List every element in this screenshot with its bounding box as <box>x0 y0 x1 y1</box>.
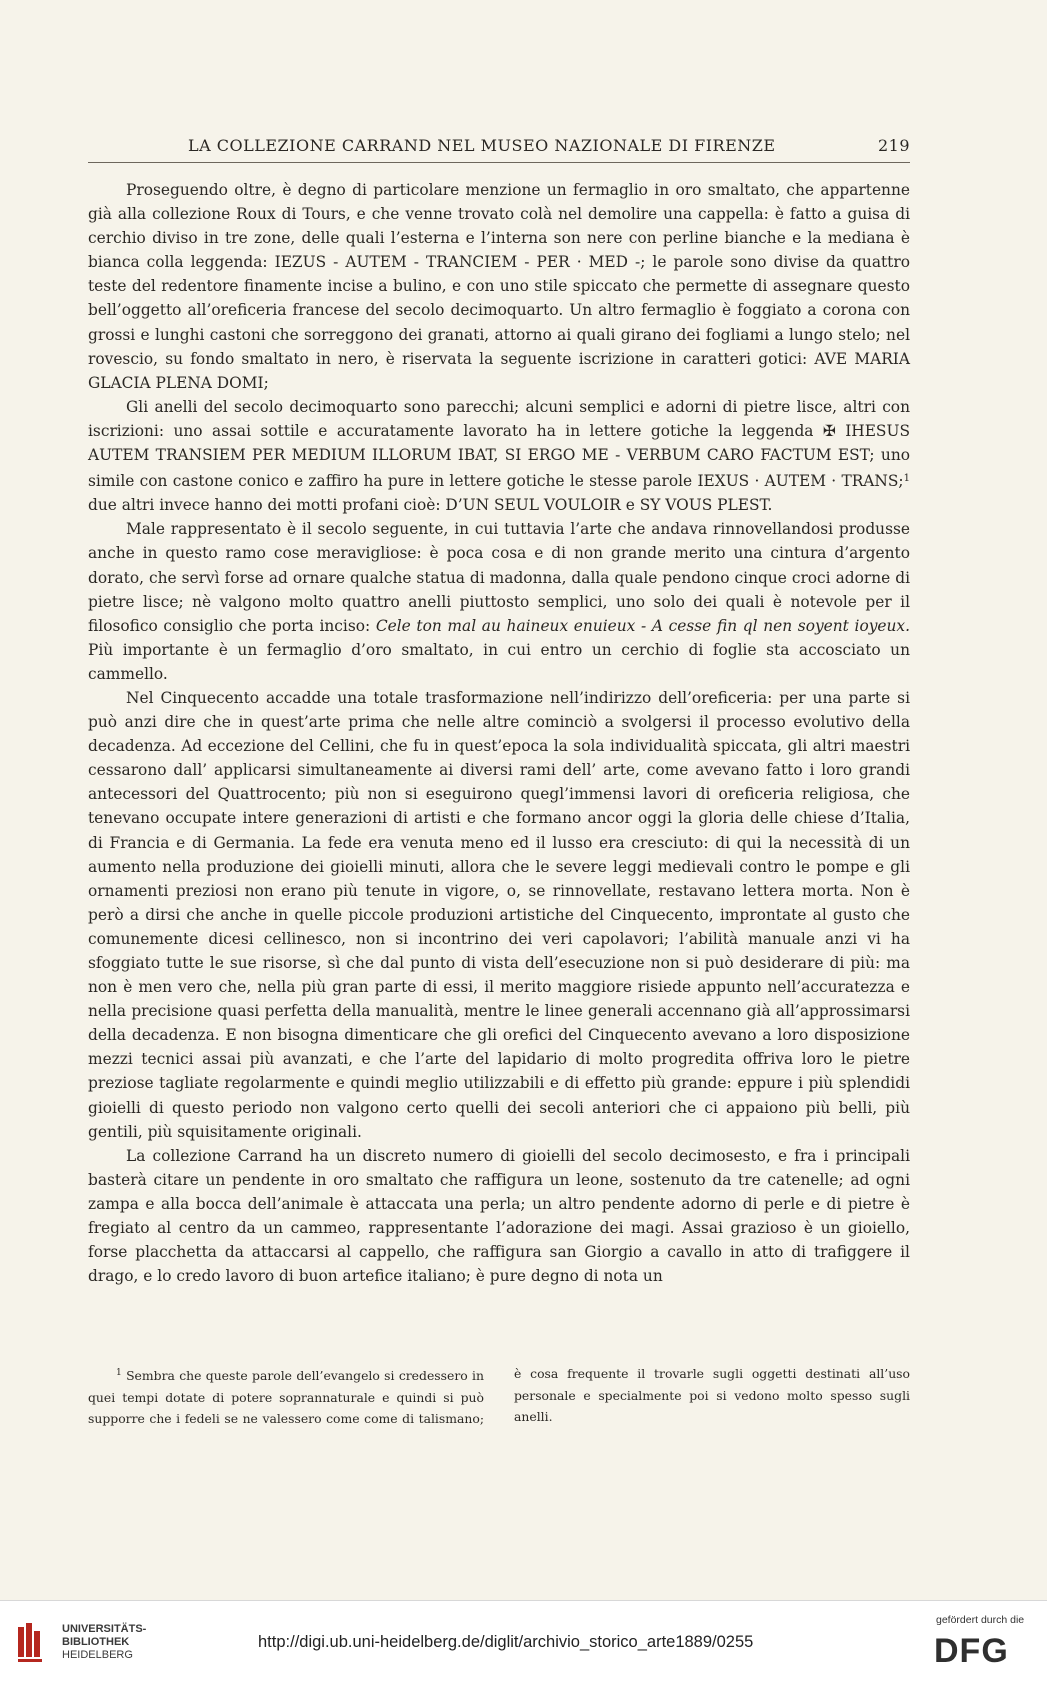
running-title: LA COLLEZIONE CARRAND NEL MUSEO NAZIONALE DI FIRENZE <box>188 136 776 155</box>
dfg-logo: DFG <box>934 1632 1009 1670</box>
paragraph-3: Male rappresentato è il secolo seguente, in cui tuttavia l’arte che andava rinnovellandosi produsse anche in questo ramo cose meravigliose: è poca cosa e di non grande merito una cintura d’argento dorato, che servì forse ad ornare qualche statua di madonna, dalla quale pendono cinque croci adorne di pietre lisce; nè valgono molto quattro anelli piuttosto semplici, uno solo dei quali è notevole per il filosofico consiglio che porta inciso: Cele ton mal au haineux enuieux - A cesse fin ql nen soyent ioyeux. Più importante è un fermaglio d’oro smaltato, in cui entro un cerchio di foglie sta accosciato un cammello. <box>88 520 910 683</box>
library-name: UNIVERSITÄTS- BIBLIOTHEK HEIDELBERG <box>62 1623 147 1661</box>
header-rule <box>88 162 910 163</box>
main-text <box>88 178 910 1288</box>
sponsor-label: gefördert durch die <box>936 1614 1025 1626</box>
page-number: 219 <box>877 136 910 155</box>
viewer-footer <box>0 1600 1047 1683</box>
university-logo-icon <box>16 1619 60 1663</box>
paragraph-2: Gli anelli del secolo decimoquarto sono parecchi; alcuni semplici e adorni di pietre lisce, altri con iscrizioni: uno assai sottile e accuratamente lavorato ha in lettere gotiche la leggenda ✠ IHESUS AUTEM TRANSIEM PER MEDIUM ILLORUM IBAT, SI ERGO ME - VERBUM CARO FACTUM EST; uno simile con castone conico e zaffiro ha pure in lettere gotiche le stesse parole IEXUS · AUTEM · TRANS;$^1$ due altri invece hanno dei motti profani cioè: D’UN SEUL VOULOIR e SY VOUS PLEST. <box>88 397 910 515</box>
paragraph-5: La collezione Carrand ha un discreto numero di gioielli del secolo decimosesto, e fra i principali basterà citare un pendente in oro smaltato che raffigura un leone, sostenuto da tre catenelle; ad ogni zampa e alla bocca dell’animale è attaccata una perla; un altro pendente adorno di perle e di pietre è fregiato al centro da un cammeo, rappresentante l’adorazione dei magi. Assai grazioso è un gioiello, forse placchetta da attaccarsi al cappello, che raffigura san Giorgio a cavallo in atto di trafiggere il drago, e lo credo lavoro di buon artefice italiano; è pure degno di nota un <box>88 1146 910 1286</box>
italic-motto: Cele ton mal au haineux enuieux - A cesse fin ql nen soyent ioyeux. <box>375 616 910 635</box>
footnote-marker: 1 <box>116 1368 122 1378</box>
paragraph-4: Nel Cinquecento accadde una totale trasformazione nell’indirizzo dell’oreficeria: per una parte si può anzi dire che in quest’arte prima che nelle altre cominciò a svolgersi il processo evolutivo della decadenza. Ad eccezione del Cellini, che fu in quest’epoca la sola individualità spiccata, gli altri maestri cessarono dall’ applicarsi simultaneamente ai diversi rami dell’ arte, come avevano fatto i loro grandi antecessori del Quattrocento; più non si eseguirono quegl’immensi lavori di oreficeria religiosa, che tenevano occupate intere generazioni di artisti e che formano ancor oggi la gloria delle chiese d’Italia, di Francia e di Germania. La fede era venuta meno ed il lusso era cresciuto: di qui la necessità di un aumento nella produzione dei gioielli minuti, allora che le severe leggi medievali contro le pompe e gli ornamenti preziosi non erano più tenute in vigore, o, se rinnovellate, restavano lettera morta. Non è però a dirsi che anche in quelle piccole produzioni artistiche del Cinquecento, improntate al gusto che comunemente dicesi cellinesco, non si incontrino dei veri capolavori; l’abilità manuale anzi vi ha sfoggiato tutte le sue risorse, sì che dal punto di vista dell’esecuzione non si può desiderare di più: ma non è men vero che, nella più gran parte di essi, il merito maggiore risiede appunto nell’accuratezza e nella precisione quasi perfetta della manualità, mentre le linee generali accennano già all’approssimarsi della decadenza. E non bisogna dimenticare che gli orefici del Cinquecento avevano a loro disposizione mezzi tecnici assai più avanzati, e che l’arte del lapidario di molto progredita offriva loro le pietre preziose tagliate regolarmente e quindi meglio utilizzabili e di effetto più grande: eppure i più splendidi gioielli di questo periodo non valgono certo quelli dei secoli anteriori che ci appaiono più belli, più gentili, più squisitamente originali. <box>88 688 910 1141</box>
running-header <box>88 136 910 160</box>
permalink[interactable]: http://digi.ub.uni-heidelberg.de/diglit/archivio_storico_arte1889/0255 <box>258 1633 754 1651</box>
footnotes <box>88 1363 910 1430</box>
paragraph-1: Proseguendo oltre, è degno di particolare menzione un fermaglio in oro smaltato, che appartenne già alla collezione Roux di Tours, e che venne trovato colà nel demolire una cappella: è fatto a guisa di cerchio diviso in tre zone, delle quali l’esterna e l’interna son nere con perline bianche e la mediana è bianca colla leggenda: IEZUS - AUTEM - TRANCIEM - PER · MED -; le parole sono divise da quattro teste del redentore finamente incise a bulino, e con uno stile spiccato che permette di assegnare questo bell’oggetto all’oreficeria francese del secolo decimoquarto. Un altro fermaglio è foggiato a corona con grossi e lunghi castoni che sorreggono dei granati, attorno ai quali girano dei fogliami a lungo stelo; nel rovescio, su fondo smaltato in nero, è riservata la seguente iscrizione in caratteri gotici: AVE MARIA GLACIA PLENA DOMI; <box>88 181 910 392</box>
footnote-1: $^1$ Sembra che queste parole dell’evangelo si credessero in quei tempi dotate di potere soprannaturale e quindi si può supporre che i fedeli se ne valessero come come di talismano; è cosa frequente il trovarle sugli oggetti destinati all’uso personale e specialmente poi si vedono molto spesso sugli anelli. <box>88 1366 910 1427</box>
footnote-ref: 1 <box>903 473 910 485</box>
